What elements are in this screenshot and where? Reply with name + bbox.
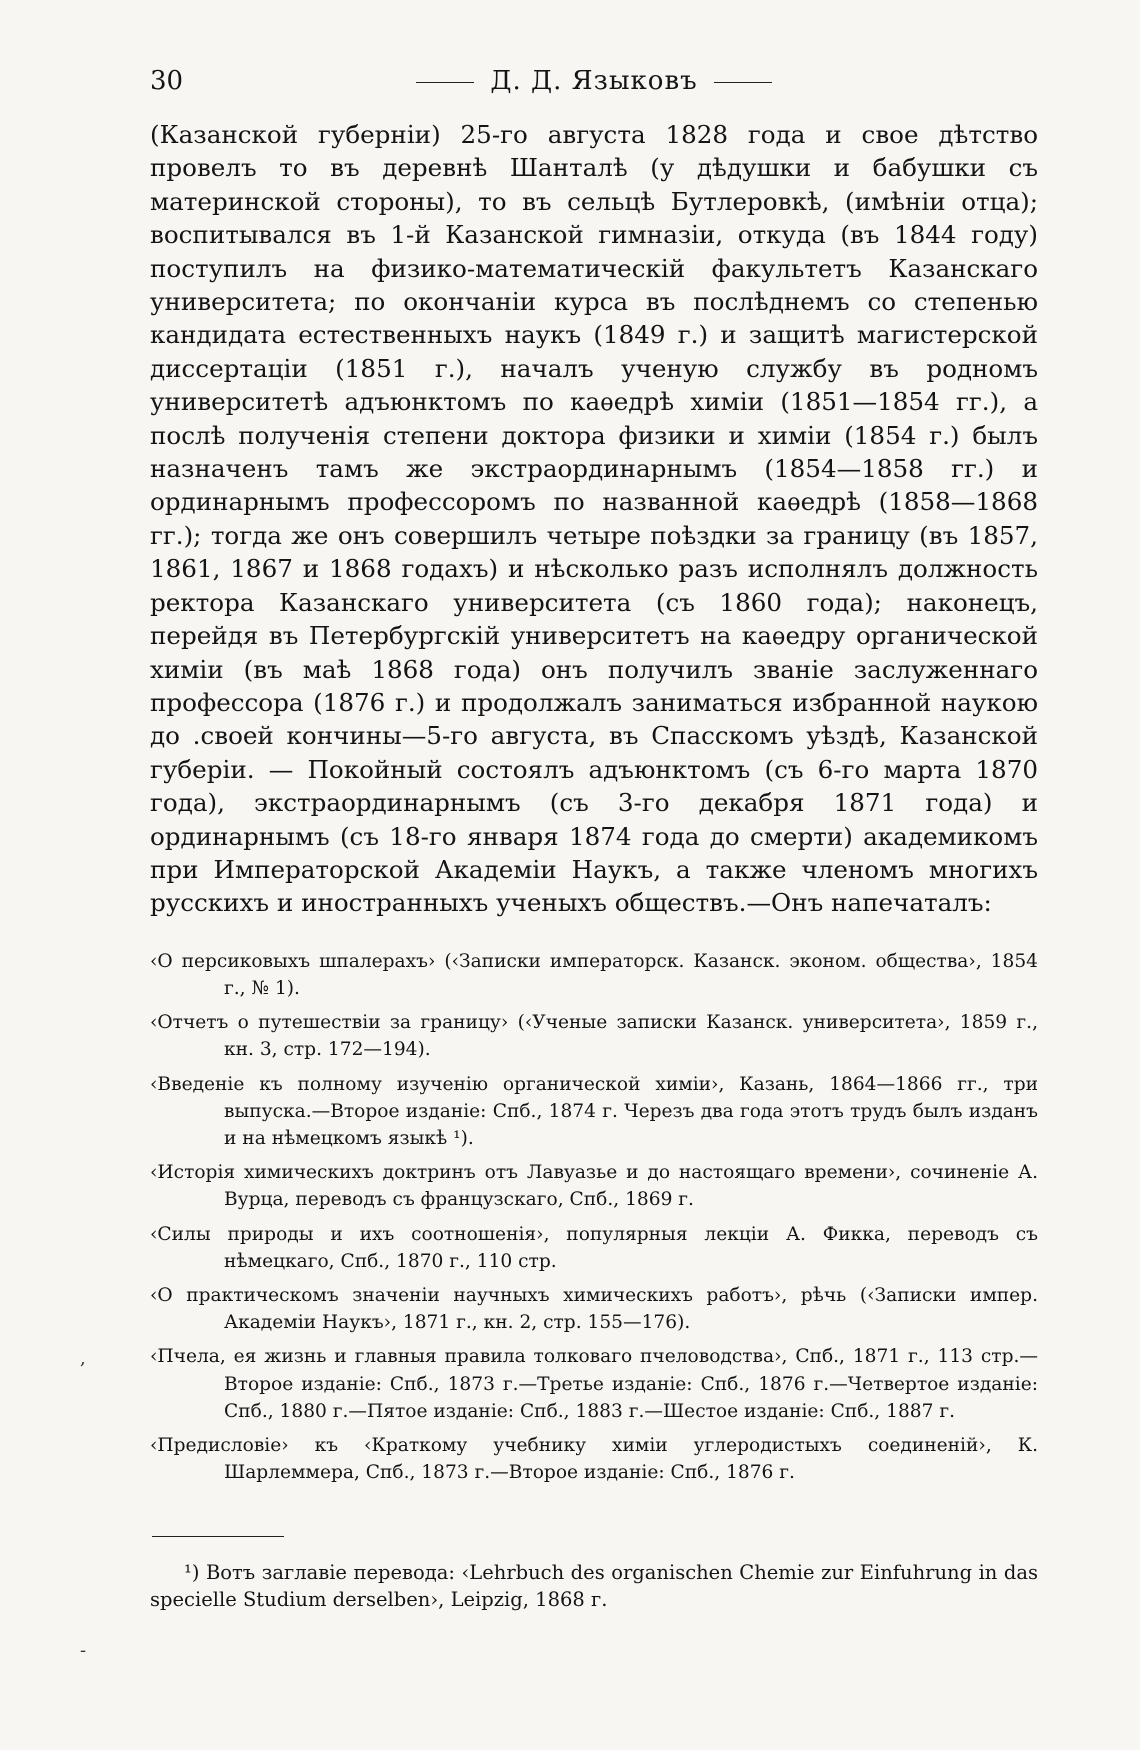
bibliography-entry: ‹Исторія химическихъ доктринъ отъ Лавуазье и до настоящаго времени›, сочиненіе А. Вурца, переводъ съ французскаго, Спб., 1869 г. xyxy=(150,1162,1038,1211)
bibliography-entry: ‹Предисловіе› къ ‹Краткому учебнику химіи углеродистыхъ соединеній›, К. Шарлеммера, Спб., 1873 г.—Второе изданіе: Спб., 1876 г. xyxy=(150,1435,1038,1484)
book-page xyxy=(150,66,1038,1633)
bibliography-entry: ‹Введеніе къ полному изученію органической химіи›, Казань, 1864—1866 гг., три выпуска.—Второе изданіе: Спб., 1874 г. Черезъ два года этотъ трудъ былъ изданъ и на нѣмецкомъ языкѣ ¹). xyxy=(150,1073,1038,1149)
page-header xyxy=(150,66,1038,106)
bibliography-entry: ‹О практическомъ значеніи научныхъ химическихъ работъ›, рѣчь (‹Записки импер. Академіи Наукъ›, 1871 г., кн. 2, стр. 155—176). xyxy=(150,1284,1038,1334)
bibliography-entry: ‹Силы природы и ихъ соотношенія›, популярныя лекціи А. Фикка, переводъ съ нѣмецкаго, Спб., 1870 г., 110 стр. xyxy=(150,1223,1038,1272)
bibliography-entry: ‹Пчела, ея жизнь и главныя правила толковаго пчеловодства›, Спб., 1871 г., 113 стр.—Второе изданіе: Спб., 1873 г.—Третье изданіе: Спб., 1876 г.—Четвертое изданіе: Спб., 1880 г.—Пятое изданіе: Спб., 1883 г.—Шестое изданіе: Спб., 1887 г. xyxy=(150,1346,1038,1422)
main-paragraph: (Казанской губерніи) 25-го августа 1828 года и свое дѣтство провелъ то въ деревнѣ Шанталѣ (у дѣдушки и бабушки съ материнской стороны), то въ сельцѣ Бутлеровкѣ, (имѣніи отца); воспитывался въ 1-й Казанской гимназіи, откуда (въ 1844 году) поступилъ на физико-математическій факультетъ Казанскаго университета; по окончаніи курса въ послѣднемъ со степенью кандидата естественныхъ наукъ (1849 г.) и защитѣ магистерской диссертаціи (1851 г.), началъ ученую службу въ родномъ университетѣ адъюнктомъ по каѳедрѣ химіи (1851—1854 гг.), а послѣ полученія степени доктора физики и химіи (1854 г.) былъ назначенъ тамъ же экстраординарнымъ (1854—1858 гг.) и ординарнымъ профессоромъ по названной каѳедрѣ (1858—1868 гг.); тогда же онъ совершилъ четыре поѣздки за границу (въ 1857, 1861, 1867 и 1868 годахъ) и нѣсколько разъ исполнялъ должность ректора Казанскаго университета (съ 1860 года); наконецъ, перейдя въ Петербургскій университетъ на каѳедру органической химіи (въ маѣ 1868 года) онъ получилъ званіе заслуженнаго профессора (1876 г.) и продолжалъ заниматься избранной наукою до .своей кончины—5-го августа, въ Спасскомъ уѣздѣ, Казанской губеріи. — Покойный состоялъ адъюнктомъ (съ 6-го марта 1870 года), экстраординарнымъ (съ 3-го декабря 1871 года) и ординарнымъ (съ 18-го января 1874 года до смерти) академикомъ при Императорской Академіи Наукъ, а также членомъ многихъ русскихъ и иностранныхъ ученыхъ обществъ.—Онъ напечаталъ: xyxy=(150,120,1038,918)
margin-mark: - xyxy=(80,1640,87,1661)
running-title xyxy=(150,66,1038,96)
title-dash-right xyxy=(714,82,772,83)
bibliography-list xyxy=(150,948,1038,1487)
page-number: 30 xyxy=(150,66,184,96)
footnote: ¹) Вотъ заглавіе перевода: ‹Lehrbuch des organischen Chemie zur Einfuhrung in das specielle Studium derselben›, Leipzig, 1868 г. xyxy=(150,1561,1038,1612)
running-title-text: Д. Д. Языковъ xyxy=(490,66,698,96)
bibliography-entry: ‹Отчетъ о путешествіи за границу› (‹Ученые записки Казанск. университета›, 1859 г., кн. 3, стр. 172—194). xyxy=(150,1012,1038,1061)
margin-mark: , xyxy=(80,1348,86,1369)
footnote-divider xyxy=(152,1536,284,1537)
bibliography-entry: ‹О персиковыхъ шпалерахъ› (‹Записки императорск. Казанск. эконом. общества›, 1854 г., № 1). xyxy=(150,950,1038,999)
title-dash-left xyxy=(416,82,474,83)
